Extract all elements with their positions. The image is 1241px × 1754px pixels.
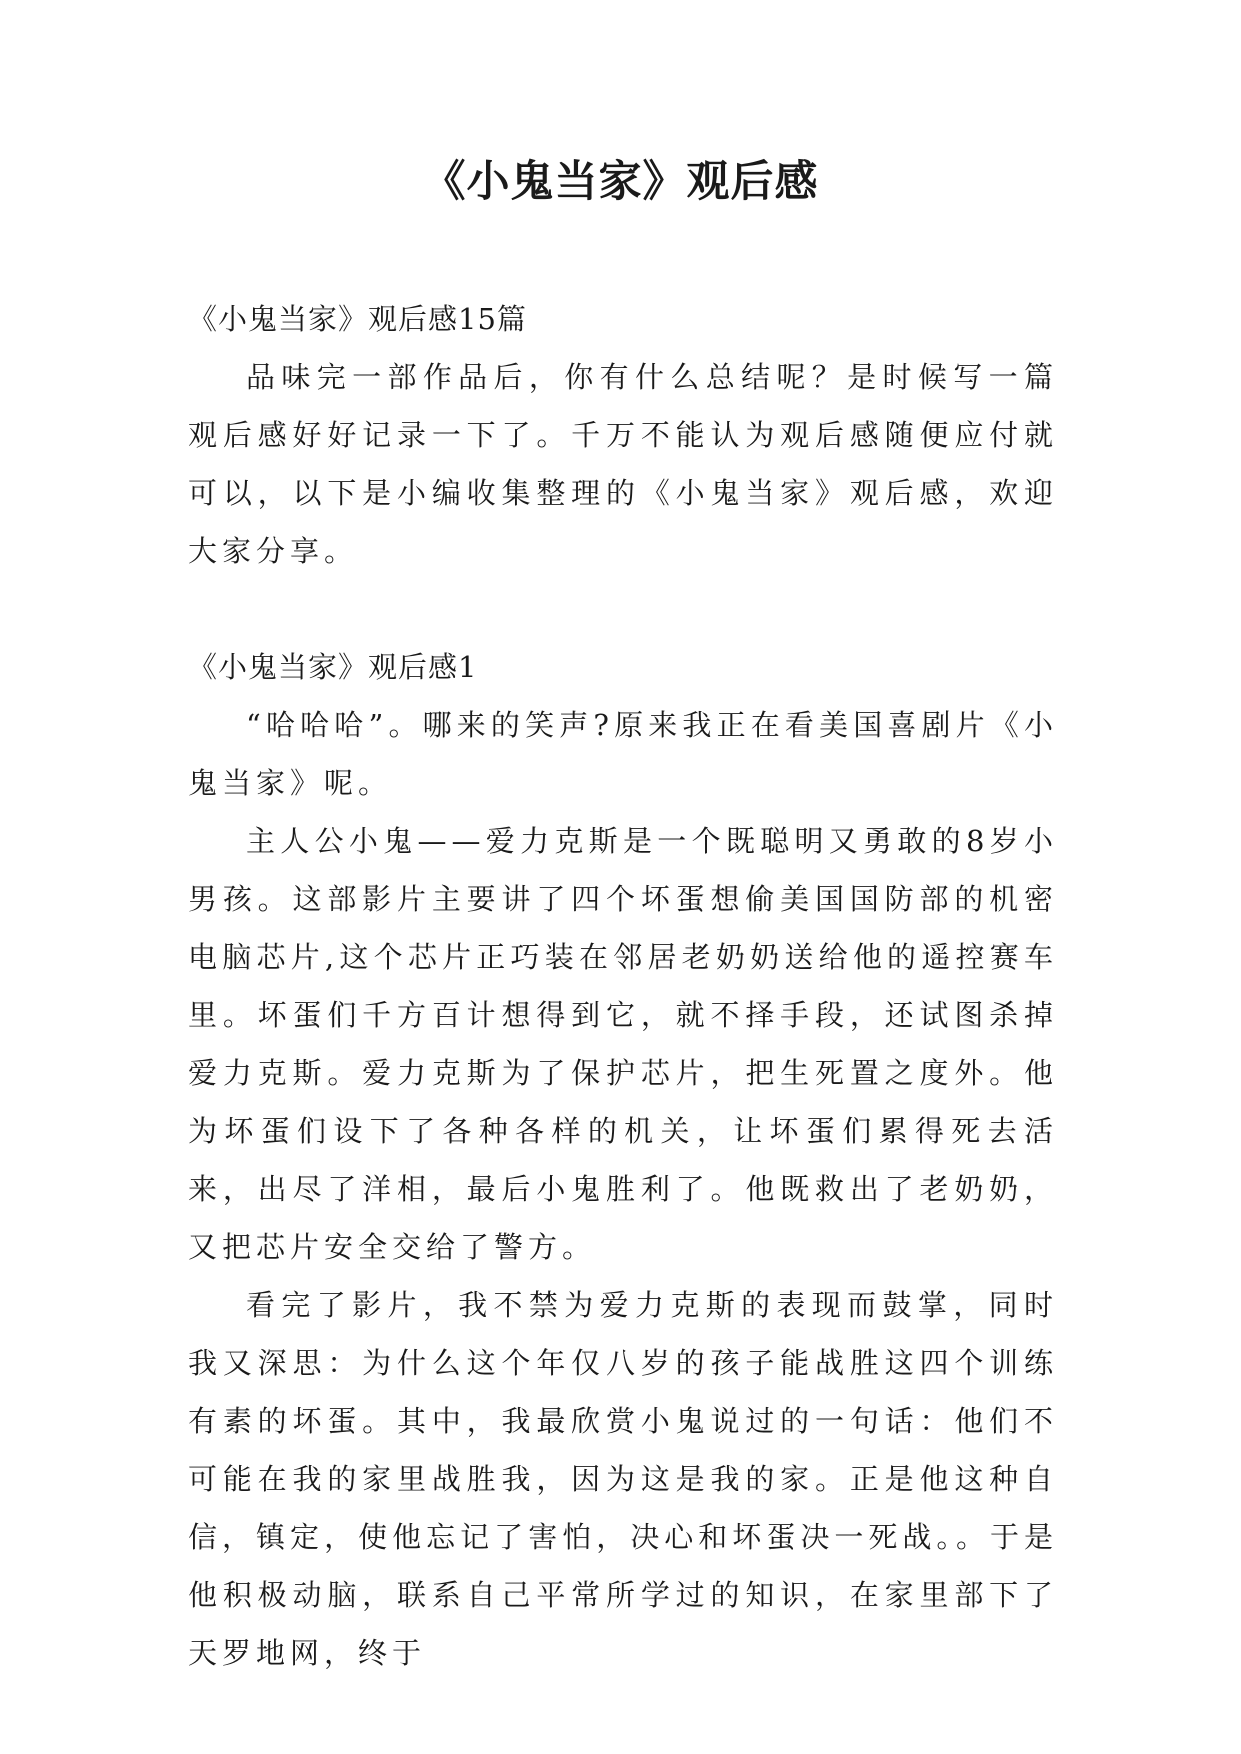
body-paragraph: 看完了影片，我不禁为爱力克斯的表现而鼓掌，同时我又深思：为什么这个年仅八岁的孩子能战胜这四个训练有素的坏蛋。其中，我最欣赏小鬼说过的一句话：他们不可能在我的家里战胜我，因为这是我的家。正是他这种自信，镇定，使他忘记了害怕，决心和坏蛋决一死战。。于是他积极动脑，联系自己平常所学过的知识，在家里部下了天罗地网，终于 xyxy=(188,1288,1058,1670)
section-heading: 《小鬼当家》观后感1 xyxy=(188,650,478,684)
document-body xyxy=(188,290,1058,1682)
intro-heading: 《小鬼当家》观后感15篇 xyxy=(188,302,527,336)
document-title: 《小鬼当家》观后感 xyxy=(422,157,819,207)
section-spacer xyxy=(188,580,1058,638)
body-paragraph: “哈哈哈”。哪来的笑声?原来我正在看美国喜剧片《小鬼当家》呢。 xyxy=(188,708,1058,800)
intro-paragraph: 品味完一部作品后，你有什么总结呢？是时候写一篇观后感好好记录一下了。千万不能认为观后感随便应付就可以，以下是小编收集整理的《小鬼当家》观后感，欢迎大家分享。 xyxy=(188,360,1058,568)
body-paragraph: 主人公小鬼——爱力克斯是一个既聪明又勇敢的8岁小男孩。这部影片主要讲了四个坏蛋想偷美国国防部的机密电脑芯片,这个芯片正巧装在邻居老奶奶送给他的遥控赛车里。坏蛋们千方百计想得到它，就不择手段，还试图杀掉爱力克斯。爱力克斯为了保护芯片，把生死置之度外。他为坏蛋们设下了各种各样的机关，让坏蛋们累得死去活来，出尽了洋相，最后小鬼胜利了。他既救出了老奶奶，又把芯片安全交给了警方。 xyxy=(188,824,1058,1264)
